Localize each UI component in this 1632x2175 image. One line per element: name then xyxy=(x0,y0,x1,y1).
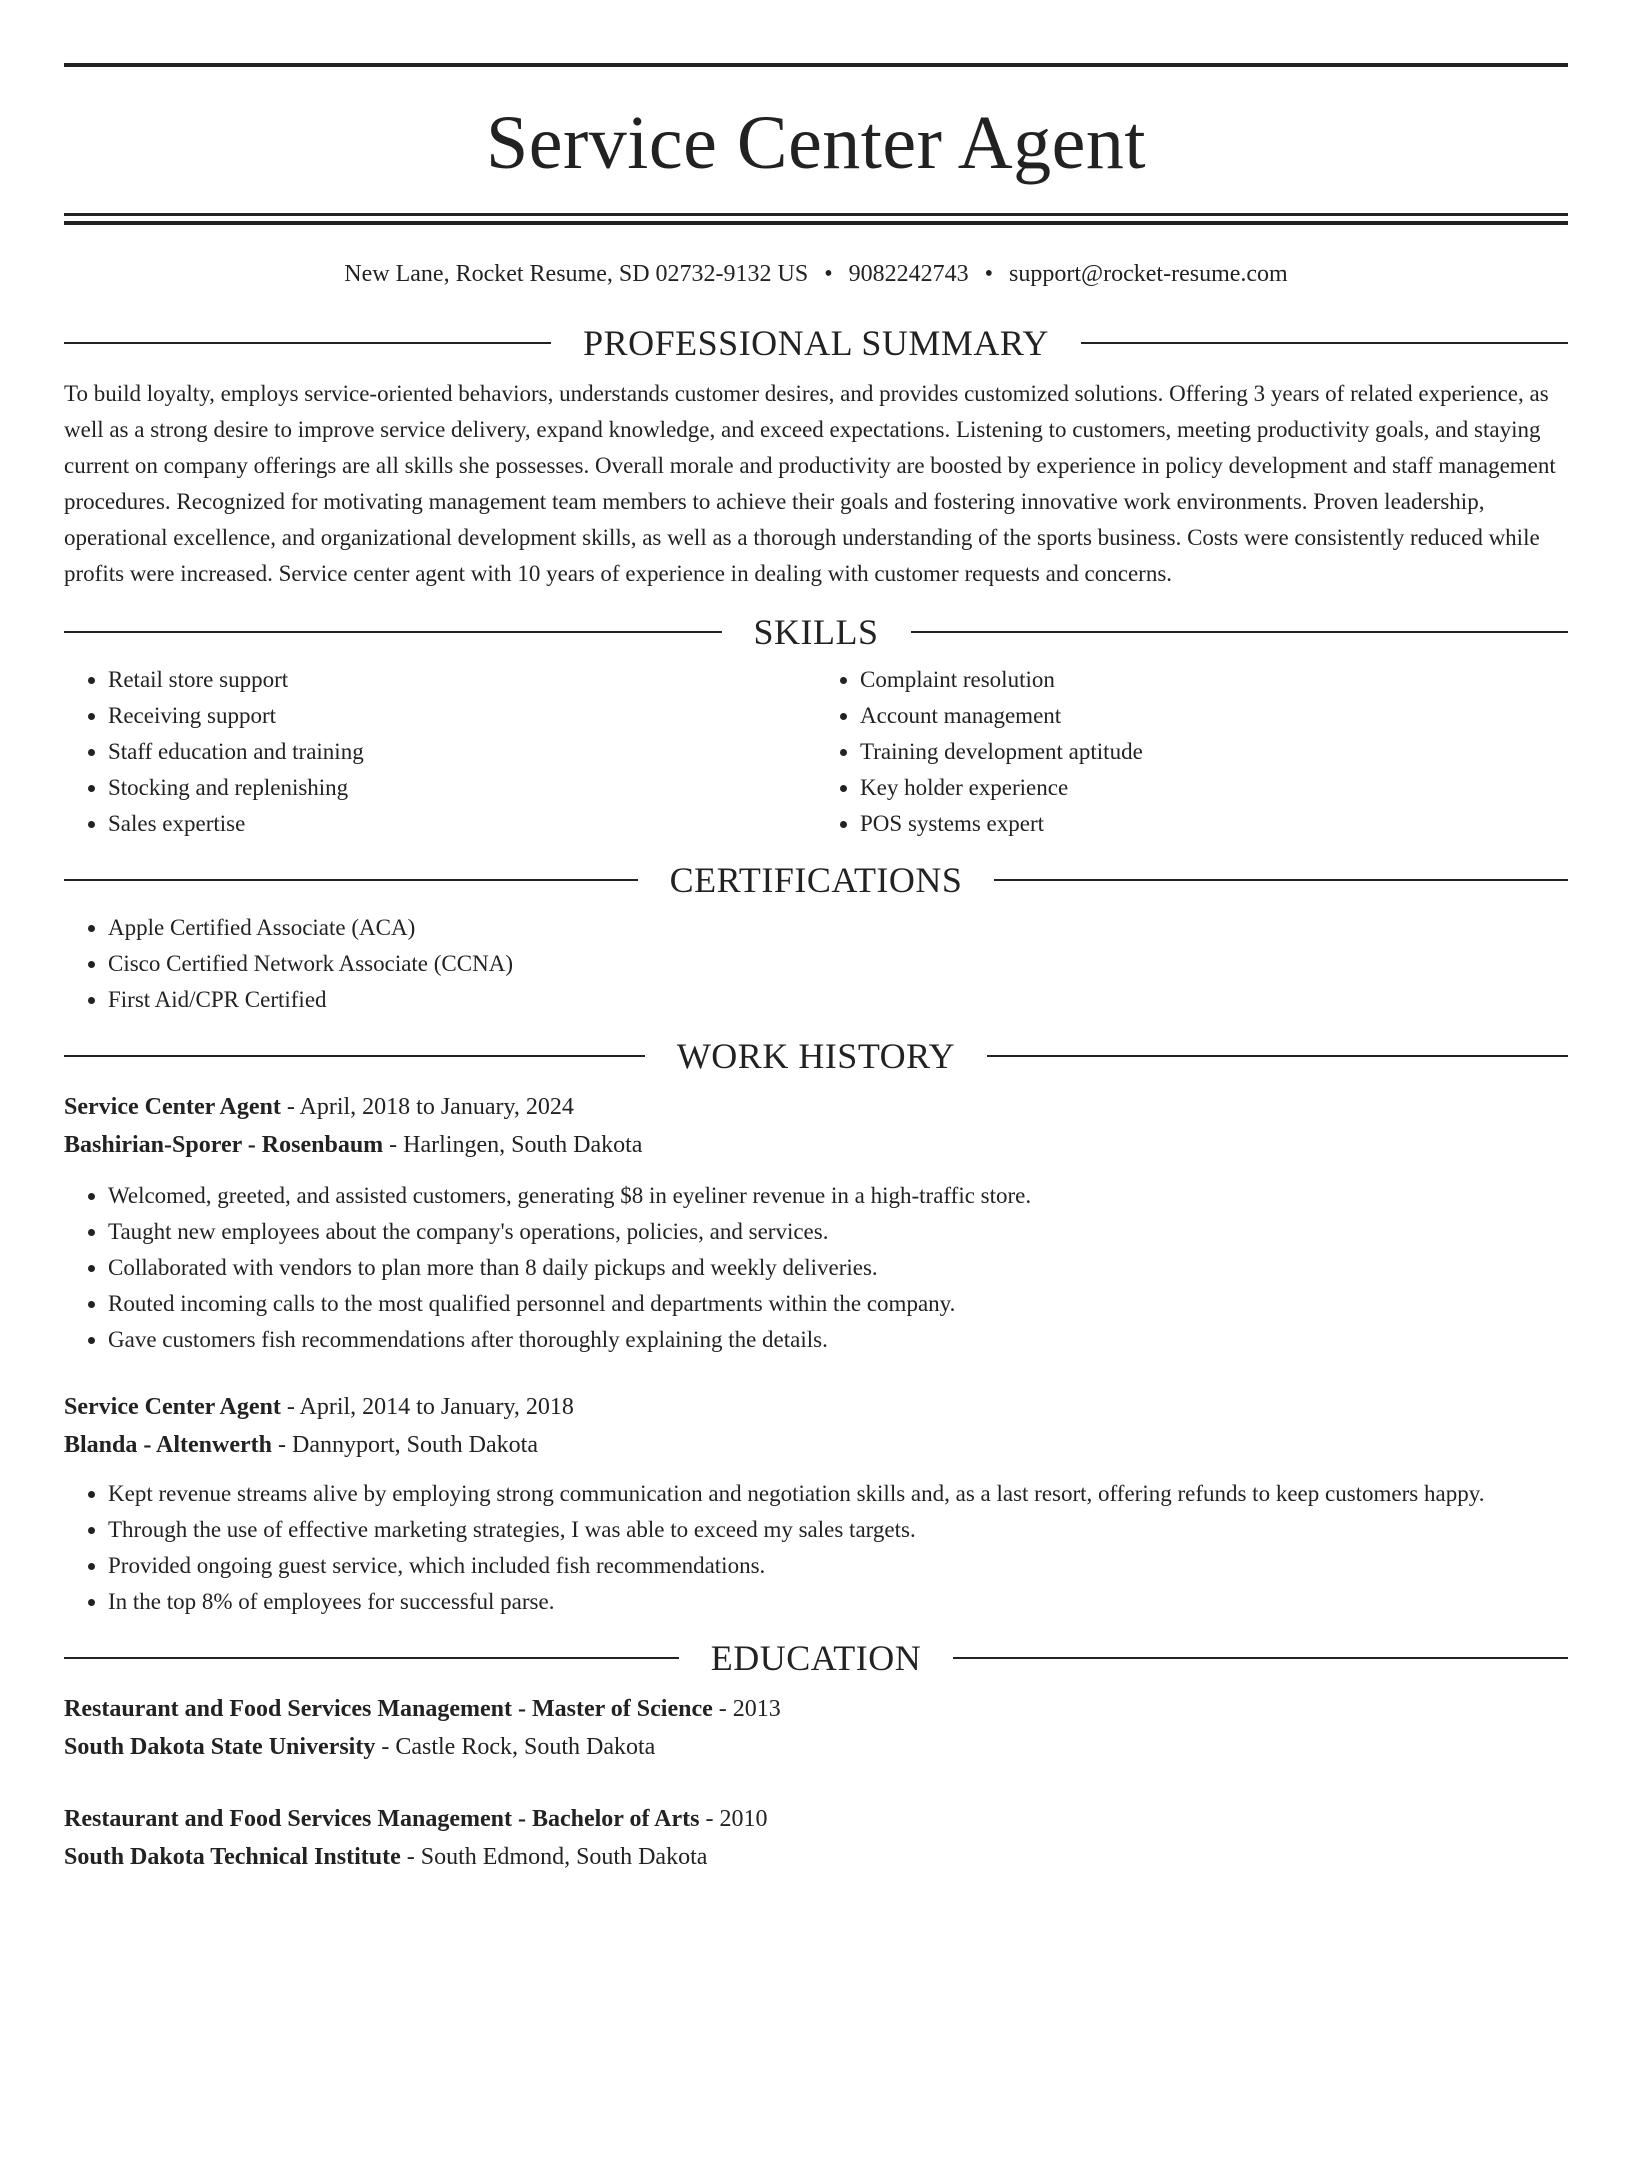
resume-title: Service Center Agent xyxy=(485,101,1146,185)
education-title: EDUCATION xyxy=(710,1638,922,1678)
certifications-title: CERTIFICATIONS xyxy=(669,860,963,900)
skill-item: • Stocking and replenishing xyxy=(108,770,816,806)
education-degree-line xyxy=(64,1690,1568,1728)
certification-item: • Cisco Certified Network Associate (CCNA) xyxy=(108,946,1568,982)
education-school-line xyxy=(64,1728,1568,1766)
contact-separator: • xyxy=(984,261,994,287)
education-location: - Castle Rock, South Dakota xyxy=(375,1734,656,1760)
contact-phone: 9082242743 xyxy=(848,261,969,287)
education-school: South Dakota Technical Institute xyxy=(64,1844,401,1870)
heading-rule xyxy=(64,1055,645,1057)
skill-item: • Key holder experience xyxy=(860,770,1568,806)
skill-item: • Staff education and training xyxy=(108,734,816,770)
education-entry xyxy=(64,1690,1568,1766)
education-heading xyxy=(64,1640,1568,1676)
job-bullet: • In the top 8% of employees for successful parse. xyxy=(108,1584,1568,1620)
job-dates: - April, 2014 to January, 2018 xyxy=(280,1394,574,1420)
work-title: WORK HISTORY xyxy=(676,1036,956,1076)
skills-title: SKILLS xyxy=(753,612,879,652)
contact-email: support@rocket-resume.com xyxy=(1009,261,1288,287)
education-year: - 2013 xyxy=(712,1696,781,1722)
summary-title: PROFESSIONAL SUMMARY xyxy=(583,323,1049,363)
heading-rule xyxy=(1081,342,1568,344)
job-bullets xyxy=(64,1476,1568,1620)
certifications-list xyxy=(64,910,1568,1018)
education-school-line xyxy=(64,1838,1568,1876)
summary-text: To build loyalty, employs service-oriented behaviors, understands customer desires, and provides customized solutions. Offering 3 years of related experience, as well as a strong desire to improve service delivery, expand knowledge, and exceed expectations. Listening to customers, meeting productivity goals, and staying current on company offerings are all skills she possesses. Overall morale and productivity are boosted by experience in policy development and staff management procedures. Recognized for motivating management team members to achieve their goals and fostering innovative work environments. Proven leadership, operational excellence, and organizational development skills, as well as a thorough understanding of the sports business. Costs were consistently reduced while profits were increased. Service center agent with 10 years of experience in dealing with customer requests and concerns. xyxy=(64,381,1556,586)
job-bullet: • Welcomed, greeted, and assisted customers, generating $8 in eyeliner revenue in a high-traffic store. xyxy=(108,1178,1568,1214)
job-role: Service Center Agent xyxy=(64,1394,281,1420)
education-location: - South Edmond, South Dakota xyxy=(400,1844,708,1870)
skill-item: • POS systems expert xyxy=(860,806,1568,842)
work-heading xyxy=(64,1038,1568,1074)
skill-item: • Training development aptitude xyxy=(860,734,1568,770)
job-dates: - April, 2018 to January, 2024 xyxy=(280,1094,574,1120)
job-bullet: • Taught new employees about the company's operations, policies, and services. xyxy=(108,1214,1568,1250)
contact-separator: • xyxy=(824,261,833,287)
heading-rule xyxy=(987,1055,1568,1057)
education-entry xyxy=(64,1800,1568,1876)
job-bullet: • Collaborated with vendors to plan more than 8 daily pickups and weekly deliveries. xyxy=(108,1250,1568,1286)
resume-page xyxy=(0,63,1632,2175)
title-double-rule xyxy=(64,213,1568,225)
skills-column-left xyxy=(64,662,816,842)
summary-heading xyxy=(64,325,1568,361)
job-company-line xyxy=(64,1426,1568,1464)
skills-column-right xyxy=(816,662,1568,842)
job-bullet: • Kept revenue streams alive by employing strong communication and negotiation skills and, as a last resort, offering refunds to keep customers happy. xyxy=(108,1476,1568,1512)
education-degree: Restaurant and Food Services Management - Master of Science xyxy=(64,1696,713,1722)
job-role: Service Center Agent xyxy=(64,1094,281,1120)
certification-item: • First Aid/CPR Certified xyxy=(108,982,1568,1018)
job-location: - Dannyport, South Dakota xyxy=(272,1432,538,1458)
education-school: South Dakota State University xyxy=(64,1734,376,1760)
job-bullets xyxy=(64,1178,1568,1358)
job-bullet: • Provided ongoing guest service, which included fish recommendations. xyxy=(108,1548,1568,1584)
job-bullet: • Routed incoming calls to the most qualified personnel and departments within the company. xyxy=(108,1286,1568,1322)
skill-item: • Receiving support xyxy=(108,698,816,734)
job-bullet: • Through the use of effective marketing strategies, I was able to exceed my sales targets. xyxy=(108,1512,1568,1548)
skill-item: • Retail store support xyxy=(108,662,816,698)
skill-item: • Account management xyxy=(860,698,1568,734)
job-entry xyxy=(64,1088,1568,1358)
job-company: Blanda - Altenwerth xyxy=(64,1432,273,1458)
skills-heading xyxy=(64,614,1568,650)
skills-list xyxy=(64,662,1568,842)
skill-item: • Sales expertise xyxy=(108,806,816,842)
job-company: Bashirian-Sporer - Rosenbaum xyxy=(64,1132,384,1158)
heading-rule xyxy=(64,879,638,881)
job-bullet: • Gave customers fish recommendations after thoroughly explaining the details. xyxy=(108,1322,1568,1358)
certifications-heading xyxy=(64,862,1568,898)
certification-item: • Apple Certified Associate (ACA) xyxy=(108,910,1568,946)
contact-line xyxy=(64,262,1568,286)
heading-rule xyxy=(64,1657,679,1659)
heading-rule xyxy=(64,631,722,633)
heading-rule xyxy=(911,631,1569,633)
top-rule xyxy=(64,63,1568,67)
education-degree: Restaurant and Food Services Management - Bachelor of Arts xyxy=(64,1806,700,1832)
contact-address: New Lane, Rocket Resume, SD 02732-9132 US xyxy=(344,261,809,287)
heading-rule xyxy=(994,879,1568,881)
job-entry xyxy=(64,1388,1568,1620)
skill-item: • Complaint resolution xyxy=(860,662,1568,698)
heading-rule xyxy=(953,1657,1568,1659)
job-company-line xyxy=(64,1126,1568,1164)
heading-rule xyxy=(64,342,551,344)
education-degree-line xyxy=(64,1800,1568,1838)
job-role-line xyxy=(64,1388,1568,1426)
education-year: - 2010 xyxy=(699,1806,768,1832)
job-role-line xyxy=(64,1088,1568,1126)
job-location: - Harlingen, South Dakota xyxy=(383,1132,643,1158)
